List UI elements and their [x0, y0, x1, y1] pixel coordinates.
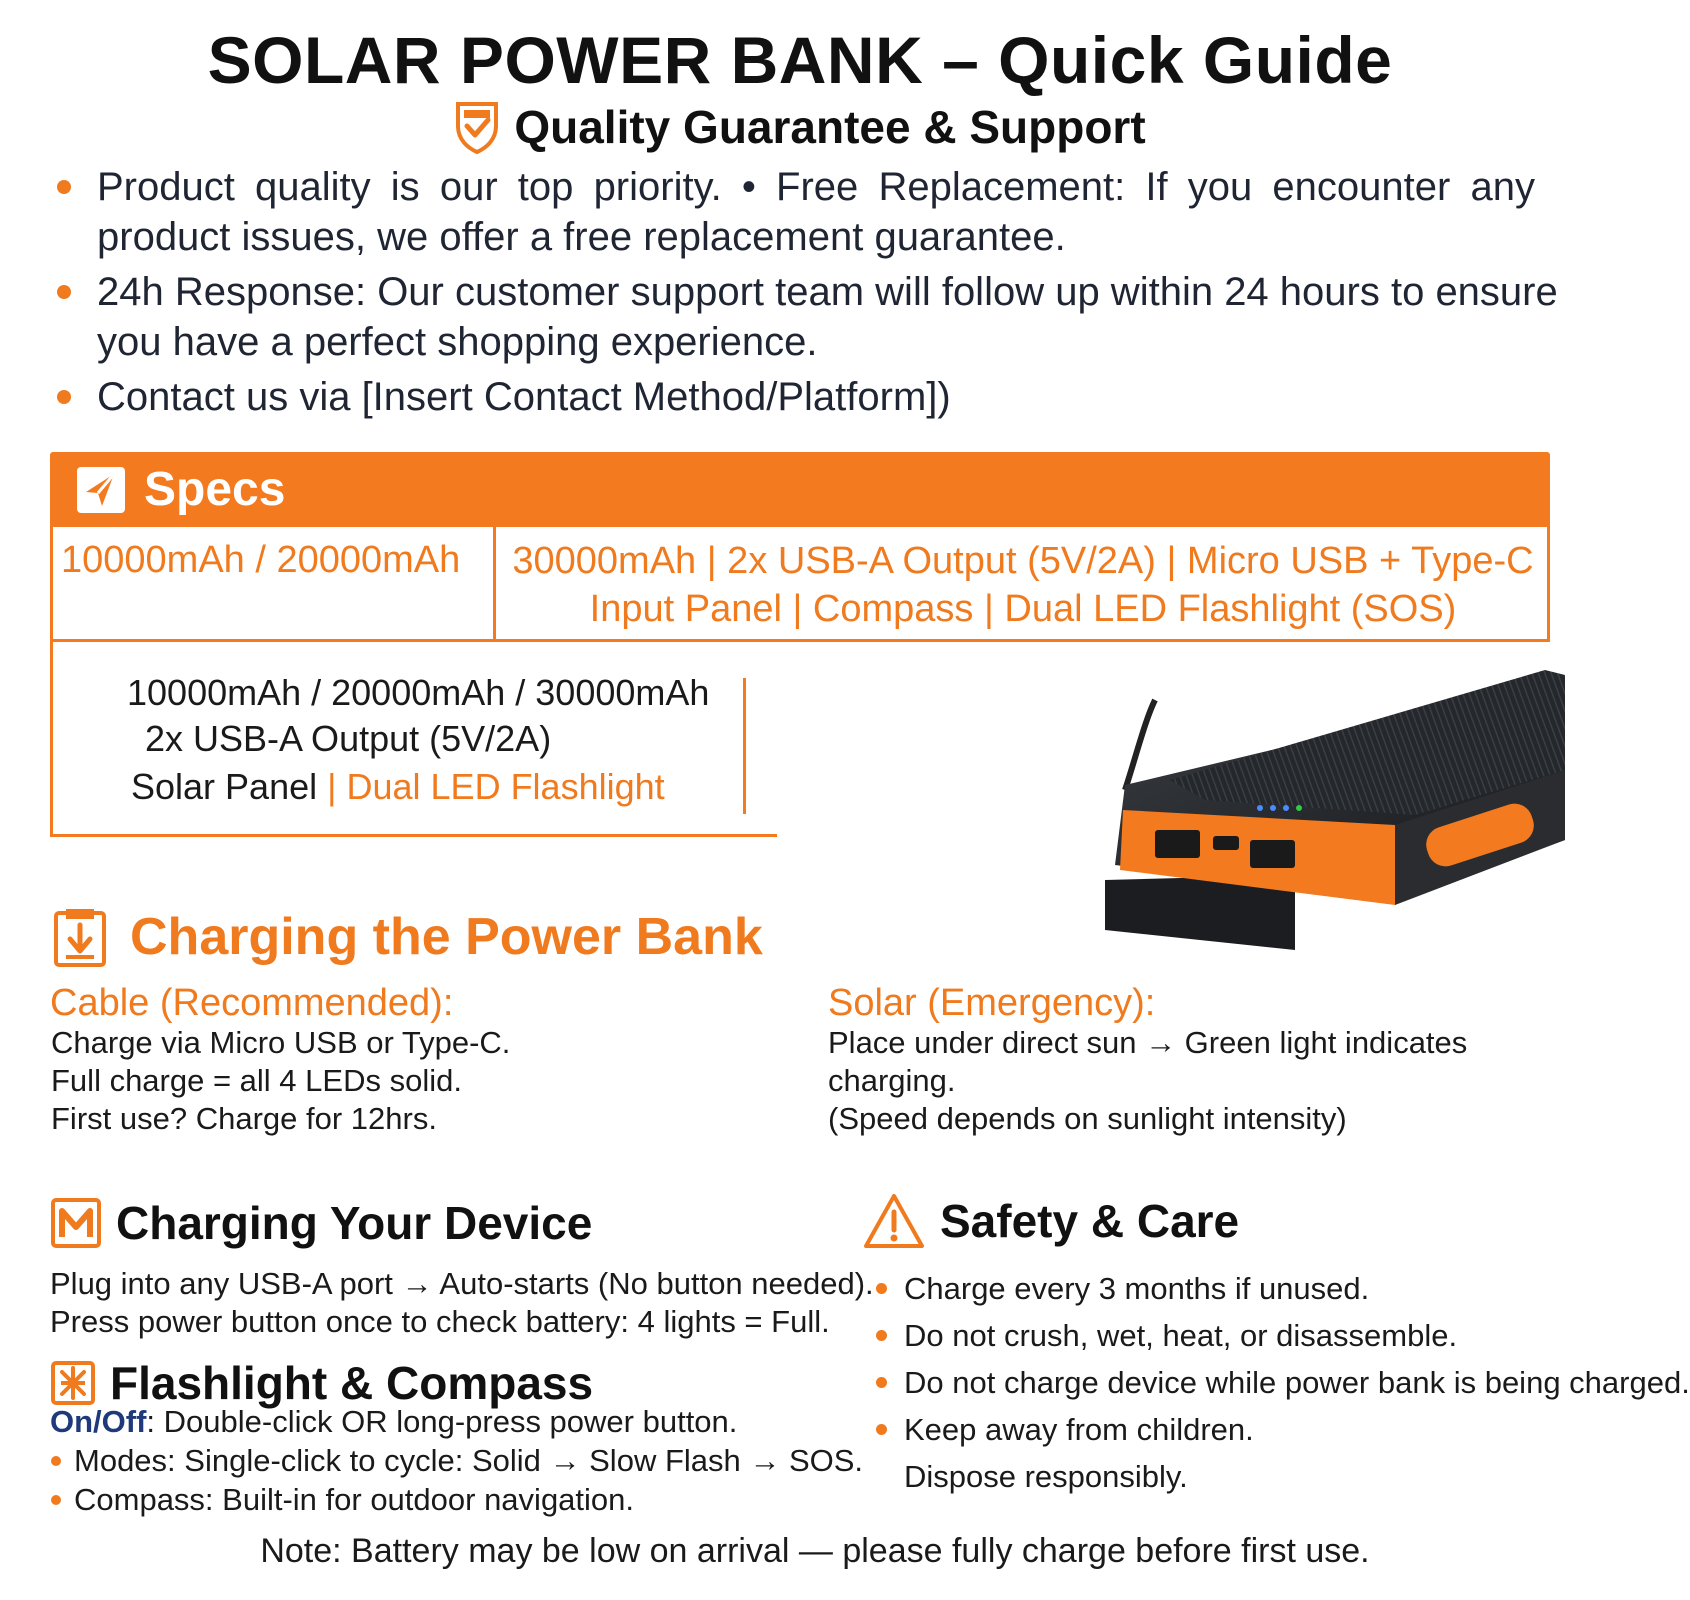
charging-device-text — [50, 1265, 874, 1341]
bullet-line: product issues, we offer a free replacement guarantee. — [97, 215, 1066, 259]
safety-heading — [862, 1192, 1239, 1250]
download-clipboard-icon — [52, 905, 108, 969]
safety-heading-text: Safety & Care — [940, 1195, 1240, 1247]
footer-note: Note: Battery may be low on arrival — please fully charge before first use. — [260, 1532, 1370, 1570]
solar-text — [828, 1024, 1467, 1138]
flashlight-heading-text: Flashlight & Compass — [110, 1357, 594, 1409]
m-box-icon — [50, 1197, 102, 1249]
summary-divider — [743, 678, 746, 814]
list-item: Keep away from children. — [876, 1406, 1596, 1453]
specs-header — [50, 452, 1550, 527]
list-item: Do not charge device while power bank is being charged. — [876, 1359, 1596, 1406]
summary-line: 2x USB-A Output (5V/2A) — [145, 718, 552, 759]
cable-text — [51, 1024, 510, 1138]
specs-arrow-icon — [76, 466, 126, 514]
charging-device-heading — [50, 1196, 592, 1250]
specs-heading: Specs — [144, 463, 286, 516]
specs-summary — [50, 642, 777, 837]
bullet-line: Contact us via [Insert Contact Method/Platform]) — [97, 375, 951, 419]
warning-triangle-icon — [862, 1192, 926, 1250]
charging-bank-heading-text: Charging the Power Bank — [130, 908, 763, 966]
summary-line: 10000mAh / 20000mAh / 30000mAh — [127, 672, 710, 713]
charging-device-heading-text: Charging Your Device — [116, 1197, 593, 1249]
onoff-line — [50, 1402, 863, 1441]
solar-line: Place under direct sun → Green light indicates — [828, 1025, 1468, 1060]
safety-trailing: Dispose responsibly. — [904, 1459, 1188, 1494]
bullet-line: 24h Response: Our customer support team will follow up within 24 hours to ensure — [97, 270, 1558, 314]
cable-line: First use? Charge for 12hrs. — [51, 1101, 437, 1136]
cable-line: Full charge = all 4 LEDs solid. — [51, 1063, 462, 1098]
onoff-text: : Double-click OR long-press power button. — [146, 1404, 738, 1439]
flashlight-text — [50, 1402, 863, 1519]
shield-check-icon — [454, 100, 500, 154]
summary-flashlight: | Dual LED Flashlight — [327, 766, 665, 807]
list-item — [55, 162, 1535, 262]
specs-detail-line: Input Panel | Compass | Dual LED Flashlight (SOS) — [589, 588, 1457, 630]
onoff-key: On/Off — [50, 1404, 147, 1439]
quality-heading — [0, 100, 1600, 154]
summary-solar: Solar Panel — [131, 766, 318, 807]
page-title: SOLAR POWER BANK – Quick Guide — [207, 23, 1393, 97]
list-item: Compass: Built-in for outdoor navigation. — [50, 1480, 863, 1519]
specs-detail-line: 30000mAh | 2x USB-A Output (5V/2A) | Micro USB + Type-C — [512, 540, 1534, 582]
solar-title: Solar (Emergency): — [828, 982, 1156, 1024]
quality-heading-text: Quality Guarantee & Support — [514, 101, 1146, 153]
summary-line — [131, 766, 665, 808]
cable-line: Charge via Micro USB or Type-C. — [51, 1025, 511, 1060]
bullet-line: you have a perfect shopping experience. — [97, 320, 818, 364]
solar-line: (Speed depends on sunlight intensity) — [828, 1101, 1347, 1136]
solar-line: charging. — [828, 1063, 956, 1098]
list-item — [55, 267, 1558, 367]
quality-bullets — [55, 162, 1558, 427]
device-line: Plug into any USB-A port → Auto-starts (No button needed). — [50, 1266, 874, 1301]
list-item: Do not crush, wet, heat, or disassemble. — [876, 1312, 1596, 1359]
specs-cell-details — [503, 537, 1543, 633]
safety-list — [876, 1265, 1690, 1500]
specs-cell-capacity: 10000mAh / 20000mAh — [61, 539, 461, 581]
device-line: Press power button once to check battery: 4 lights = Full. — [50, 1304, 830, 1339]
list-item: Charge every 3 months if unused. — [876, 1265, 1596, 1312]
specs-divider — [493, 527, 496, 642]
specs-table — [50, 527, 1550, 642]
cable-title: Cable (Recommended): — [50, 982, 454, 1024]
charging-bank-heading — [52, 905, 763, 969]
flashlight-compass-icon — [50, 1360, 96, 1406]
list-item — [55, 372, 1535, 422]
bullet-line: Product quality is our top priority. • Free Replacement: If you encounter any — [97, 165, 1535, 209]
power-bank-image — [1095, 650, 1565, 985]
list-item: Modes: Single-click to cycle: Solid → Slow Flash → SOS. — [50, 1441, 863, 1480]
